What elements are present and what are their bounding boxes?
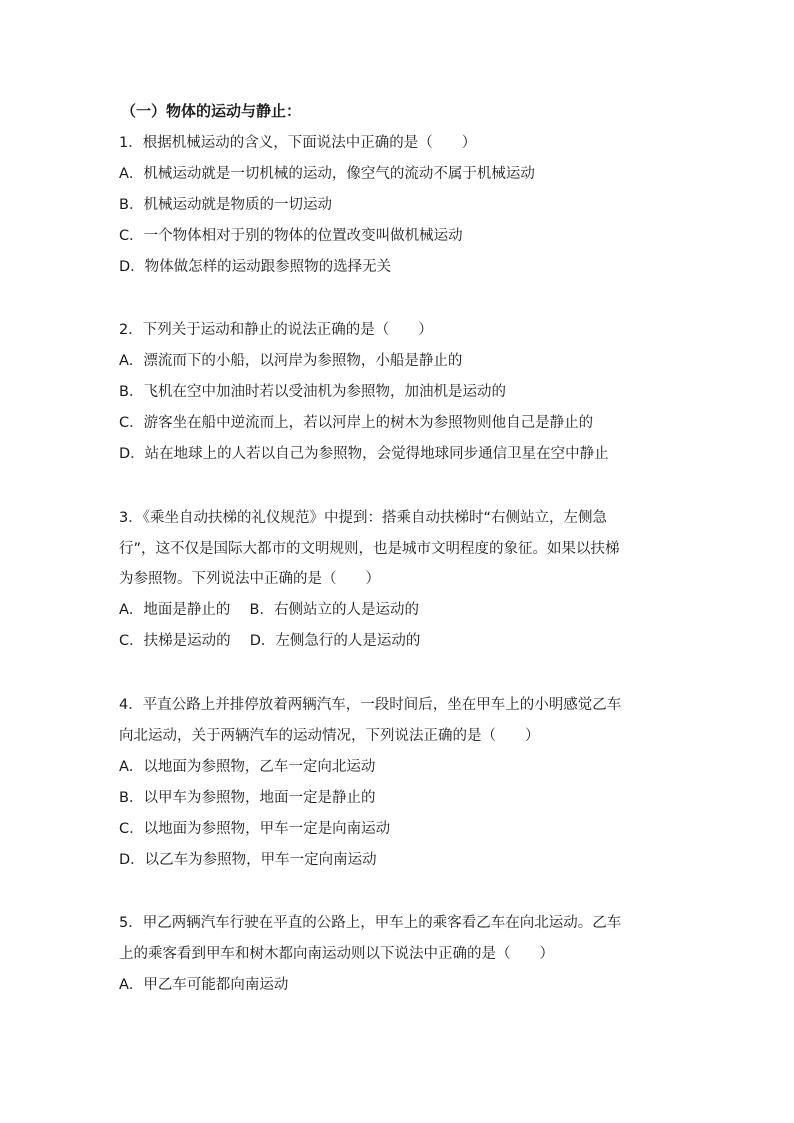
- question-5-option-a: A．甲乙车可能都向南运动: [119, 977, 289, 993]
- question-3-stem-line-2: 行”，这不仅是国际大都市的文明规则，也是城市文明程度的象征。如果以扶梯: [119, 541, 620, 557]
- question-2-stem: 2．下列关于运动和静止的说法正确的是（ ）: [119, 322, 433, 338]
- question-1-option-d: D．物体做怎样的运动跟参照物的选择无关: [119, 259, 392, 275]
- question-3-options-row-2: C．扶梯是运动的 D．左侧急行的人是运动的: [119, 633, 421, 649]
- question-3-options-row-1: A．地面是静止的 B．右侧站立的人是运动的: [119, 602, 419, 618]
- question-1-option-c: C．一个物体相对于别的物体的位置改变叫做机械运动: [119, 228, 463, 244]
- question-2-option-b: B．飞机在空中加油时若以受油机为参照物，加油机是运动的: [119, 384, 506, 400]
- question-1-stem: 1．根据机械运动的含义，下面说法中正确的是（ ）: [119, 135, 477, 151]
- question-4-stem-line-1: 4．平直公路上并排停放着两辆汽车，一段时间后，坐在甲车上的小明感觉乙车: [119, 697, 622, 713]
- question-2-option-d: D．站在地球上的人若以自己为参照物，会觉得地球同步通信卫星在空中静止: [119, 446, 609, 462]
- question-2-option-a: A．漂流而下的小船，以河岸为参照物，小船是静止的: [119, 353, 463, 369]
- question-4-option-d: D．以乙车为参照物，甲车一定向南运动: [119, 852, 377, 868]
- question-1-option-a: A．机械运动就是一切机械的运动，像空气的流动不属于机械运动: [119, 166, 535, 182]
- question-4-option-c: C．以地面为参照物，甲车一定是向南运动: [119, 821, 391, 837]
- section-title: （一）物体的运动与静止：: [121, 102, 302, 120]
- question-4-option-b: B．以甲车为参照物，地面一定是静止的: [119, 790, 376, 806]
- question-2-option-c: C．游客坐在船中逆流而上，若以河岸上的树木为参照物则他自己是静止的: [119, 415, 594, 431]
- question-4-option-a: A．以地面为参照物，乙车一定向北运动: [119, 759, 376, 775]
- question-3-stem-line-1: 3．《乘坐自动扶梯的礼仪规范》中提到：搭乘自动扶梯时“右侧站立，左侧急: [119, 510, 607, 526]
- question-3-stem-line-3: 为参照物。下列说法中正确的是（ ）: [119, 571, 380, 587]
- question-5-stem-line-2: 上的乘客看到甲车和树木都向南运动则以下说法中正确的是（ ）: [119, 946, 554, 962]
- question-4-stem-line-2: 向北运动，关于两辆汽车的运动情况，下列说法正确的是（ ）: [119, 728, 540, 744]
- question-5-stem-line-1: 5．甲乙两辆汽车行驶在平直的公路上，甲车上的乘客看乙车在向北运动。乙车: [119, 915, 622, 931]
- question-1-option-b: B．机械运动就是物质的一切运动: [119, 197, 332, 213]
